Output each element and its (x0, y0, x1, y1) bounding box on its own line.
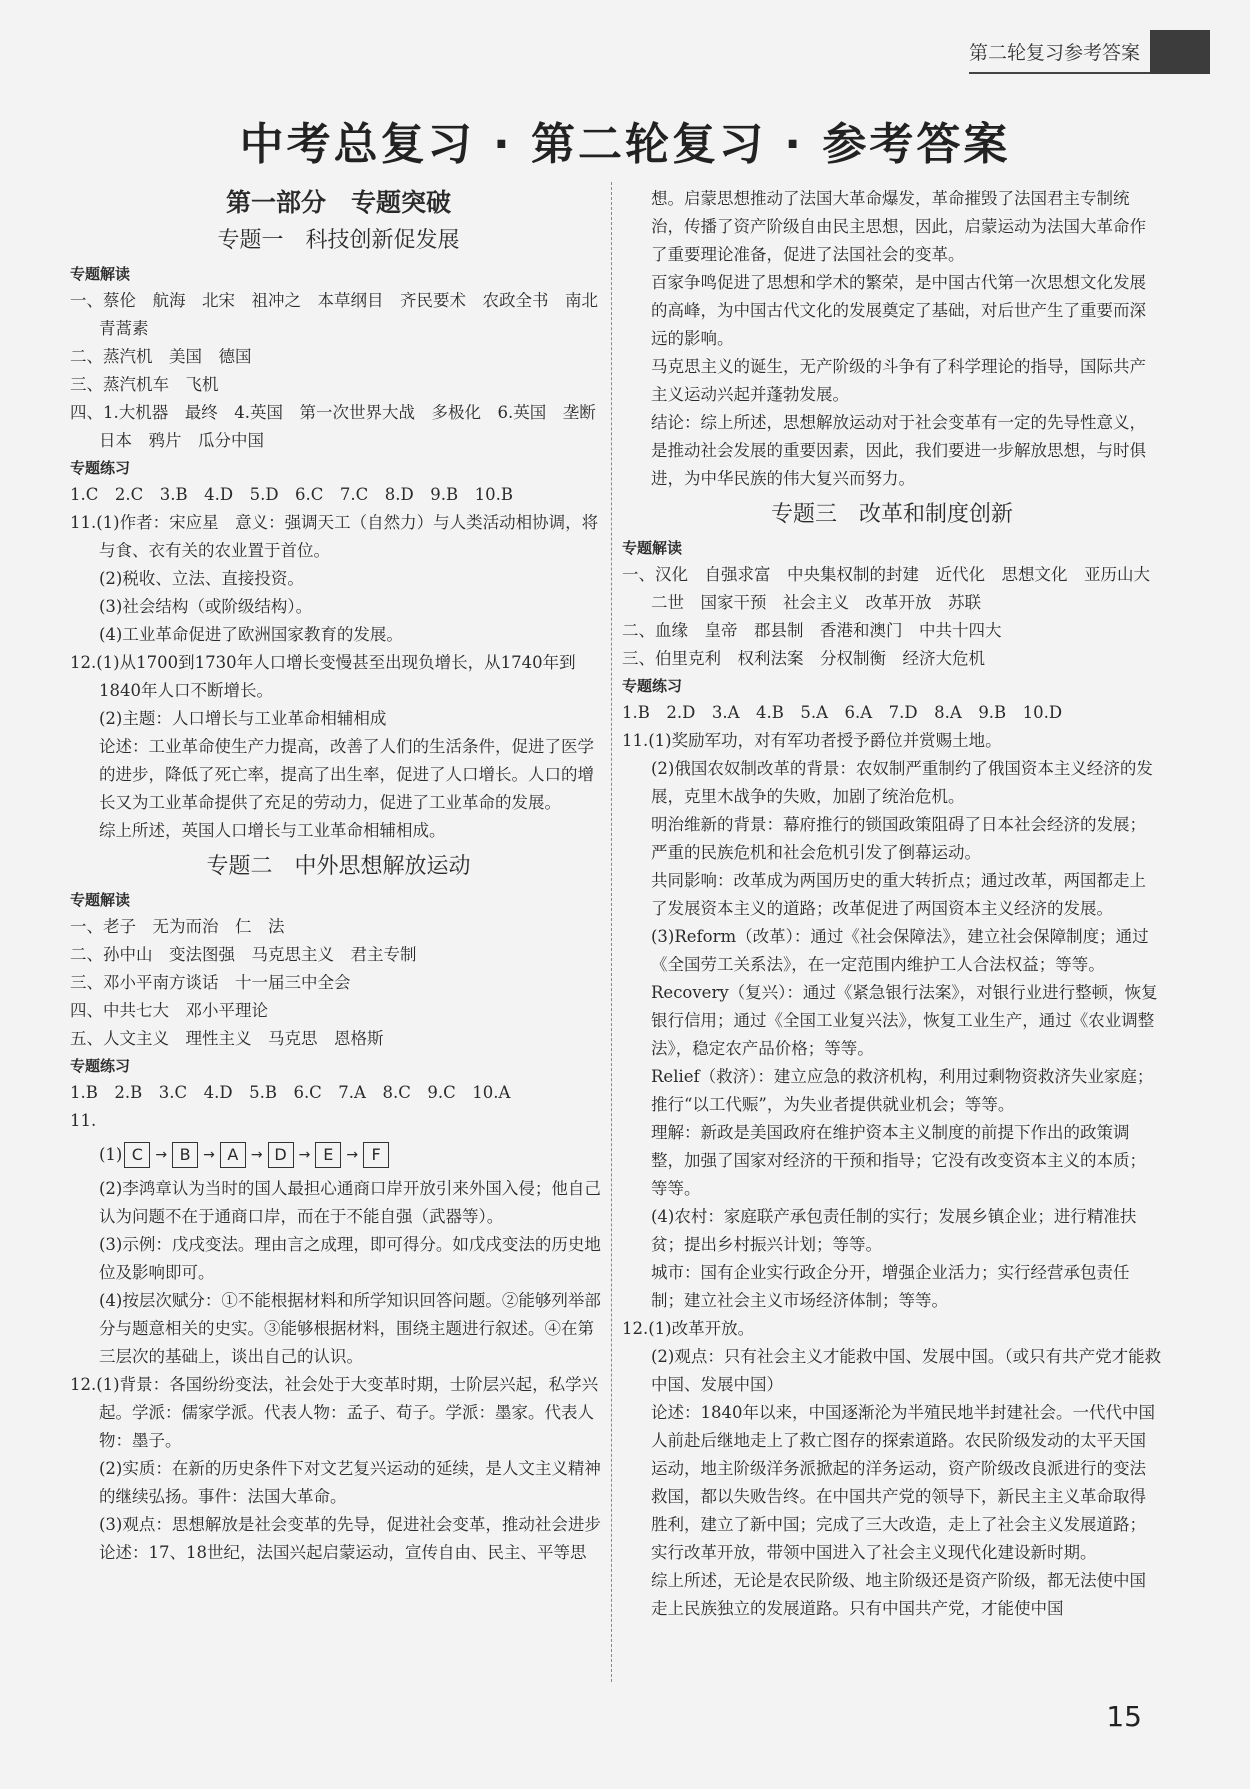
topic1-mc-answers: 1.C 2.C 3.B 4.D 5.D 6.C 7.C 8.D 9.B 10.B (70, 485, 513, 504)
topic3-q11-line: Relief（救济）：建立应急的救济机构，利用过剩物资救济失业家庭；推行“以工代赈”，为失业者提供就业机会；等等。 (651, 1067, 1154, 1114)
topic1-q12-line: (2)主题：人口增长与工业革命相辅相成 (99, 709, 387, 728)
topic3-reading-line: 三、伯里克利 权利法案 分权制衡 经济大危机 (622, 649, 985, 668)
topic2-q11-number: 11. (70, 1111, 97, 1130)
topic3-title: 专题三 改革和制度创新 (770, 502, 1013, 527)
topic2-q12-line: (3)观点：思想解放是社会变革的先导，促进社会变革，推动社会进步 (99, 1515, 601, 1534)
flow-prefix: (1) (99, 1145, 123, 1164)
arrow-right-icon: → (346, 1147, 359, 1163)
topic2-q12-line: (2)实质：在新的历史条件下对文艺复兴运动的延续，是人文主义精神的继续弘扬。事件：法国大革命。 (99, 1459, 601, 1506)
arrow-right-icon: → (203, 1147, 215, 1163)
topic3-q12-line: (2)观点：只有社会主义才能救中国、发展中国。（或只有共产党才能救中国、发展中国） (651, 1347, 1162, 1394)
continuation-paragraph: 想。启蒙思想推动了法国大革命爆发，革命摧毁了法国君主专制统治，传播了资产阶级自由民主思想，因此，启蒙运动为法国大革命作了重要理论准备，促进了法国社会的变革。 (651, 189, 1146, 264)
header-dark-block (1150, 30, 1210, 74)
topic1-reading-label: 专题解读 (70, 265, 131, 283)
topic2-reading-label: 专题解读 (70, 891, 131, 909)
topic1-q11: 11.(1)作者：宋应星 意义：强调天工（自然力）与人类活动相协调，将与食、衣有关的农业置于首位。 (70, 513, 599, 560)
arrow-right-icon: → (250, 1147, 263, 1163)
arrow-right-icon: → (298, 1147, 311, 1163)
topic3-q11-line: (4)农村：家庭联产承包责任制的实行；发展乡镇企业；进行精准扶贫；提出乡村振兴计划；等等。 (651, 1207, 1137, 1254)
topic1-q12-line: 综上所述，英国人口增长与工业革命相辅相成。 (99, 821, 446, 840)
main-title: 中考总复习 · 第二轮复习 · 参考答案 (239, 119, 1011, 170)
topic3-q11: 11.(1)奖励军功，对有军功者授予爵位并赏赐土地。 (622, 731, 1002, 750)
topic1-reading-line: 二、蒸汽机 美国 德国 (70, 347, 252, 366)
flow-box: C (124, 1142, 150, 1168)
topic2-q11-line: (2)李鸿章认为当时的国人最担心通商口岸开放引来外国入侵；他自己认为问题不在于通商口岸，而在于不能自强（武器等）。 (99, 1179, 601, 1226)
topic2-reading-line: 三、邓小平南方谈话 十一届三中全会 (70, 973, 351, 992)
topic1-reading-line: 三、蒸汽机车 飞机 (70, 375, 219, 394)
page-number: 15 (1106, 1700, 1142, 1733)
arrow-right-icon: → (155, 1147, 168, 1163)
topic2-title: 专题二 中外思想解放运动 (206, 854, 471, 879)
topic1-reading-line: 一、蔡伦 航海 北宋 祖冲之 本草纲目 齐民要术 农政全书 南北 青蒿素 (70, 291, 615, 338)
topic3-reading-line: 二、血缘 皇帝 郡县制 香港和澳门 中共十四大 (622, 621, 1002, 640)
topic3-mc-answers: 1.B 2.D 3.A 4.B 5.A 6.A 7.D 8.A 9.B 10.D (622, 703, 1063, 722)
topic1-practice-label: 专题练习 (70, 459, 131, 477)
topic1-q12: 12.(1)从1700到1730年人口增长变慢甚至出现负增长，从1740年到1840年人口不断增长。 (70, 653, 576, 700)
topic2-q12: 12.(1)背景：各国纷纷变法，社会处于大变革时期，士阶层兴起，私学兴起。学派：儒家学派。代表人物：孟子、荀子。学派：墨家。代表人物：墨子。 (70, 1375, 599, 1450)
flow-box: F (363, 1142, 389, 1168)
topic2-mc-answers: 1.B 2.B 3.C 4.D 5.B 6.C 7.A 8.C 9.C 10.A (70, 1083, 511, 1102)
topic3-q12-line: 综上所述，无论是农民阶级、地主阶级还是资产阶级，都无法使中国走上民族独立的发展道路。只有中国共产党，才能使中国 (651, 1571, 1146, 1618)
topic1-q11-line: (4)工业革命促进了欧洲国家教育的发展。 (99, 625, 403, 644)
flow-box: E (315, 1142, 341, 1168)
topic1-reading-line: 四、1.大机器 最终 4.英国 第一次世界大战 多极化 6.英国 垄断 日本 鸦片 瓜分中国 (70, 403, 613, 450)
topic3-q12: 12.(1)改革开放。 (622, 1319, 755, 1338)
topic2-reading-line: 二、孙中山 变法图强 马克思主义 君主专制 (70, 945, 417, 964)
topic2-q12-line: 论述：17、18世纪，法国兴起启蒙运动，宣传自由、民主、平等思 (99, 1543, 587, 1562)
topic2-reading-line: 四、中共七大 邓小平理论 (70, 1001, 268, 1020)
left-column (70, 185, 615, 1567)
continuation-paragraph: 结论：综上所述，思想解放运动对于社会变革有一定的先导性意义，是推动社会发展的重要因素，因此，我们要进一步解放思想，与时俱进，为中华民族的伟大复兴而努力。 (651, 413, 1146, 488)
topic3-q11-line: (3)Reform（改革）：通过《社会保障法》，建立社会保障制度；通过《全国劳工关系法》，在一定范围内维护工人合法权益；等等。 (651, 927, 1149, 974)
topic2-reading-line: 五、人文主义 理性主义 马克思 恩格斯 (70, 1029, 384, 1048)
topic1-q11-line: (3)社会结构（或阶级结构）。 (99, 597, 313, 616)
flow-box: D (268, 1142, 294, 1168)
topic3-q11-line: 明治维新的背景：幕府推行的锁国政策阻碍了日本社会经济的发展；严重的民族危机和社会危机引发了倒幕运动。 (651, 815, 1146, 862)
flow-box: B (172, 1142, 198, 1168)
part-title: 第一部分 专题突破 (225, 188, 451, 217)
topic3-reading-label: 专题解读 (622, 539, 683, 557)
topic3-q11-line: 城市：国有企业实行政企分开，增强企业活力；实行经营承包责任制；建立社会主义市场经济体制；等等。 (651, 1263, 1130, 1310)
continuation-paragraph: 马克思主义的诞生，无产阶级的斗争有了科学理论的指导，国际共产主义运动兴起并蓬勃发展。 (651, 357, 1146, 404)
topic1-q12-line: 论述：工业革命使生产力提高，改善了人们的生活条件，促进了医学的进步，降低了死亡率，提高了出生率，促进了人口增长。人口的增长又为工业革命提供了充足的劳动力，促进了工业革命的发展。 (99, 737, 594, 812)
topic3-reading-line: 一、汉化 自强求富 中央集权制的封建 近代化 思想文化 亚历山大二世 国家干预 社会主义 改革开放 苏联 (622, 565, 1150, 612)
topic2-practice-label: 专题练习 (70, 1057, 131, 1075)
topic2-q11-flow (70, 1141, 607, 1169)
topic3-q11-line: (2)俄国农奴制改革的背景：农奴制严重制约了俄国资本主义经济的发展，克里木战争的失败，加剧了统治危机。 (651, 759, 1153, 806)
flow-box: A (220, 1142, 246, 1168)
topic2-q11-line: (3)示例：戊戌变法。理由言之成理，即可得分。如戊戌变法的历史地位及影响即可。 (99, 1235, 601, 1282)
topic3-q12-line: 论述：1840年以来，中国逐渐沦为半殖民地半封建社会。一代代中国人前赴后继地走上了救亡图存的探索道路。农民阶级发动的太平天国运动，地主阶级洋务派掀起的洋务运动，资产阶级改良派进行的变法救国，都以失败告终。在中国共产党的领导下，新民主主义革命取得胜利，建立了新中国；完成了三大改造，走上了社会主义发展道路；实行改革开放，带领中国进入了社会主义现代化建设新时期。 (651, 1403, 1155, 1562)
running-header (969, 30, 1210, 74)
right-column (622, 185, 1162, 1623)
topic2-q11-line: (4)按层次赋分：①不能根据材料和所学知识回答问题。②能够列举部分与题意相关的史实。③能够根据材料，围绕主题进行叙述。④在第三层次的基础上，谈出自己的认识。 (99, 1291, 601, 1366)
topic3-q11-line: 共同影响：改革成为两国历史的重大转折点；通过改革，两国都走上了发展资本主义的道路；改革促进了两国资本主义经济的发展。 (651, 871, 1146, 918)
continuation-paragraph: 百家争鸣促进了思想和学术的繁荣，是中国古代第一次思想文化发展的高峰，为中国古代文化的发展奠定了基础，对后世产生了重要而深远的影响。 (651, 273, 1146, 348)
topic3-q11-line: Recovery（复兴）：通过《紧急银行法案》，对银行业进行整顿，恢复银行信用；通过《全国工业复兴法》，恢复工业生产，通过《农业调整法》，稳定农产品价格；等等。 (651, 983, 1158, 1058)
topic2-reading-line: 一、老子 无为而治 仁 法 (70, 917, 285, 936)
topic1-title: 专题一 科技创新促发展 (217, 228, 460, 253)
running-header-title: 第二轮复习参考答案 (969, 30, 1150, 74)
topic3-q11-line: 理解：新政是美国政府在维护资本主义制度的前提下作出的政策调整，加强了国家对经济的干预和指导；它没有改变资本主义的本质；等等。 (651, 1123, 1146, 1198)
topic3-practice-label: 专题练习 (622, 677, 683, 695)
topic1-q11-line: (2)税收、立法、直接投资。 (99, 569, 304, 588)
